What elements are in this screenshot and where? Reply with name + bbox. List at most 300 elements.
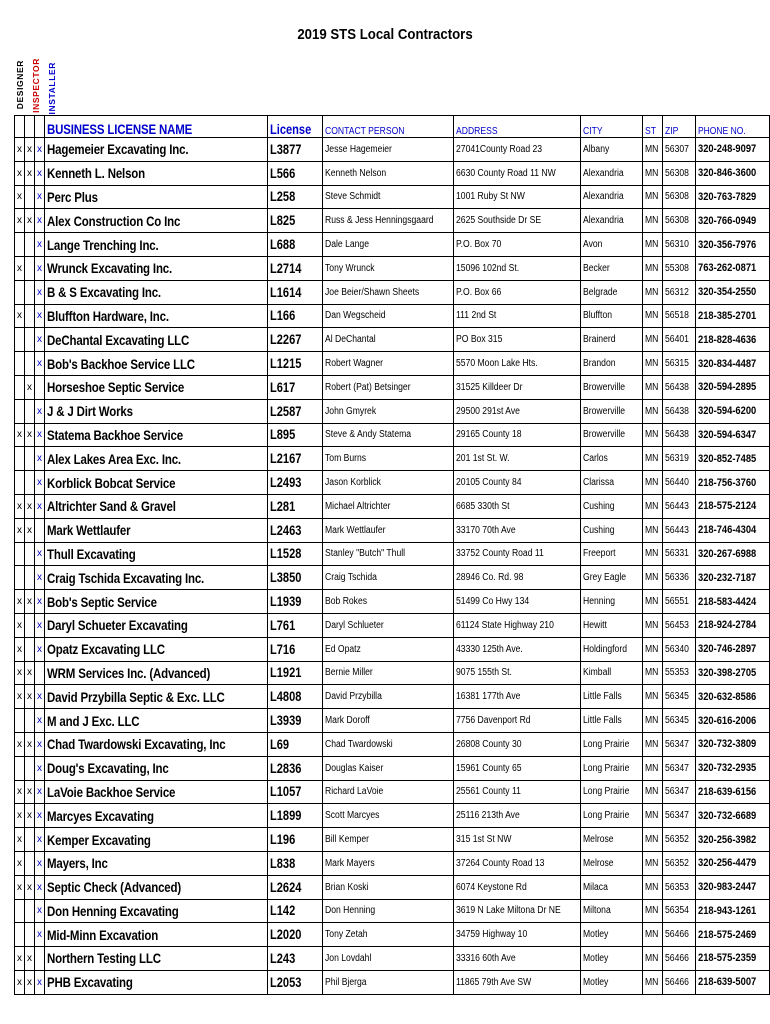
col-header-st: ST [642, 116, 663, 138]
installer-mark [34, 518, 44, 542]
city: Motley [580, 923, 642, 947]
installer-mark: x [34, 923, 44, 947]
zip-code: 56345 [663, 685, 696, 709]
address: 6630 County Road 11 NW [454, 161, 581, 185]
table-row [15, 923, 770, 947]
designer-mark [15, 280, 25, 304]
inspector-mark: x [24, 875, 34, 899]
phone-number: 320-356-7976 [696, 233, 770, 257]
designer-mark [15, 542, 25, 566]
inspector-mark: x [24, 732, 34, 756]
business-name: PHB Excavating [44, 970, 267, 994]
city: Browerville [580, 375, 642, 399]
address: 201 1st St. W. [454, 447, 581, 471]
state: MN [642, 328, 663, 352]
installer-mark: x [34, 804, 44, 828]
installer-mark [34, 375, 44, 399]
phone-number: 320-256-3982 [696, 828, 770, 852]
zip-code: 56310 [663, 233, 696, 257]
license-number: L688 [267, 233, 322, 257]
business-name: Chad Twardowski Excavating, Inc [44, 732, 267, 756]
installer-mark: x [34, 899, 44, 923]
phone-number: 320-983-2447 [696, 875, 770, 899]
address: 33170 70th Ave [454, 518, 581, 542]
table-row [15, 756, 770, 780]
license-number: L281 [267, 494, 322, 518]
inspector-mark [24, 352, 34, 376]
phone-number: 218-756-3760 [696, 471, 770, 495]
business-name: Marcyes Excavating [44, 804, 267, 828]
license-number: L2493 [267, 471, 322, 495]
business-name: Bluffton Hardware, Inc. [44, 304, 267, 328]
installer-mark: x [34, 447, 44, 471]
phone-number: 320-852-7485 [696, 447, 770, 471]
state: MN [642, 709, 663, 733]
designer-mark: x [15, 423, 25, 447]
contact-person: Al DeChantal [322, 328, 453, 352]
zip-code: 56453 [663, 613, 696, 637]
phone-number: 218-575-2469 [696, 923, 770, 947]
designer-mark: x [15, 804, 25, 828]
city: Browerville [580, 399, 642, 423]
contact-person: Scott Marcyes [322, 804, 453, 828]
inspector-column-header: INSPECTOR [31, 58, 41, 113]
contact-person: Daryl Schlueter [322, 613, 453, 637]
designer-mark [15, 233, 25, 257]
contact-person: David Przybilla [322, 685, 453, 709]
installer-mark: x [34, 209, 44, 233]
installer-column-header: INSTALLER [47, 62, 57, 115]
license-number: L838 [267, 851, 322, 875]
contact-person: Don Henning [322, 899, 453, 923]
license-number: L1528 [267, 542, 322, 566]
state: MN [642, 661, 663, 685]
license-number: L1899 [267, 804, 322, 828]
state: MN [642, 899, 663, 923]
col-header-phone: PHONE NO. [696, 116, 770, 138]
zip-code: 56319 [663, 447, 696, 471]
phone-number: 320-398-2705 [696, 661, 770, 685]
inspector-mark [24, 185, 34, 209]
contact-person: Steve Schmidt [322, 185, 453, 209]
installer-mark: x [34, 494, 44, 518]
contact-person: Bernie Miller [322, 661, 453, 685]
business-name: Alex Lakes Area Exc. Inc. [44, 447, 267, 471]
business-name: Daryl Schueter Excavating [44, 613, 267, 637]
designer-mark: x [15, 161, 25, 185]
business-name: Bob's Septic Service [44, 590, 267, 614]
installer-mark: x [34, 970, 44, 994]
phone-number: 320-248-9097 [696, 138, 770, 162]
city: Motley [580, 947, 642, 971]
designer-mark: x [15, 209, 25, 233]
city: Freeport [580, 542, 642, 566]
table-row [15, 209, 770, 233]
phone-number: 320-632-8586 [696, 685, 770, 709]
license-number: L2167 [267, 447, 322, 471]
col-header-license: License [267, 116, 322, 138]
business-name: Bob's Backhoe Service LLC [44, 352, 267, 376]
city: Alexandria [580, 185, 642, 209]
business-name: Horseshoe Septic Service [44, 375, 267, 399]
state: MN [642, 804, 663, 828]
state: MN [642, 138, 663, 162]
state: MN [642, 566, 663, 590]
zip-code: 56352 [663, 828, 696, 852]
address: 3619 N Lake Miltona Dr NE [454, 899, 581, 923]
license-number: L2020 [267, 923, 322, 947]
state: MN [642, 970, 663, 994]
designer-mark: x [15, 494, 25, 518]
zip-code: 56401 [663, 328, 696, 352]
table-row [15, 590, 770, 614]
address: 9075 155th St. [454, 661, 581, 685]
business-name: Wrunck Excavating Inc. [44, 256, 267, 280]
state: MN [642, 732, 663, 756]
business-name: Thull Excavating [44, 542, 267, 566]
designer-mark [15, 709, 25, 733]
installer-mark: x [34, 233, 44, 257]
table-row [15, 185, 770, 209]
inspector-mark: x [24, 947, 34, 971]
license-number: L166 [267, 304, 322, 328]
phone-number: 320-616-2006 [696, 709, 770, 733]
business-name: LaVoie Backhoe Service [44, 780, 267, 804]
business-name: Alex Construction Co Inc [44, 209, 267, 233]
business-name: Kemper Excavating [44, 828, 267, 852]
address: 15096 102nd St. [454, 256, 581, 280]
table-row [15, 947, 770, 971]
state: MN [642, 923, 663, 947]
zip-code: 56354 [663, 899, 696, 923]
inspector-col-header [24, 116, 34, 138]
business-name: Statema Backhoe Service [44, 423, 267, 447]
business-name: B & S Excavating Inc. [44, 280, 267, 304]
table-row [15, 447, 770, 471]
state: MN [642, 518, 663, 542]
phone-number: 320-594-6347 [696, 423, 770, 447]
city: Cushing [580, 494, 642, 518]
contact-person: Joe Beier/Shawn Sheets [322, 280, 453, 304]
address: P.O. Box 66 [454, 280, 581, 304]
address: PO Box 315 [454, 328, 581, 352]
address: 43330 125th Ave. [454, 637, 581, 661]
zip-code: 56308 [663, 185, 696, 209]
license-number: L2714 [267, 256, 322, 280]
inspector-mark: x [24, 518, 34, 542]
table-row [15, 161, 770, 185]
business-name: Northern Testing LLC [44, 947, 267, 971]
inspector-mark [24, 256, 34, 280]
contact-person: Steve & Andy Statema [322, 423, 453, 447]
state: MN [642, 756, 663, 780]
table-row [15, 256, 770, 280]
address: 15961 County 65 [454, 756, 581, 780]
license-number: L1215 [267, 352, 322, 376]
installer-mark: x [34, 851, 44, 875]
inspector-mark [24, 923, 34, 947]
license-number: L2624 [267, 875, 322, 899]
designer-mark [15, 447, 25, 471]
table-row [15, 494, 770, 518]
col-header-address: ADDRESS [454, 116, 581, 138]
designer-mark: x [15, 875, 25, 899]
address: P.O. Box 70 [454, 233, 581, 257]
business-name: Altrichter Sand & Gravel [44, 494, 267, 518]
table-row [15, 828, 770, 852]
designer-mark [15, 375, 25, 399]
installer-mark: x [34, 161, 44, 185]
phone-number: 320-746-2897 [696, 637, 770, 661]
address: 6685 330th St [454, 494, 581, 518]
contact-person: Jason Korblick [322, 471, 453, 495]
contact-person: Phil Bjerga [322, 970, 453, 994]
phone-number: 320-732-6689 [696, 804, 770, 828]
installer-mark: x [34, 542, 44, 566]
address: 1001 Ruby St NW [454, 185, 581, 209]
contact-person: Stanley "Butch" Thull [322, 542, 453, 566]
city: Long Prairie [580, 732, 642, 756]
state: MN [642, 542, 663, 566]
designer-mark: x [15, 256, 25, 280]
license-number: L617 [267, 375, 322, 399]
zip-code: 56353 [663, 875, 696, 899]
city: Hewitt [580, 613, 642, 637]
designer-mark: x [15, 851, 25, 875]
address: 25561 County 11 [454, 780, 581, 804]
col-header-contact: CONTACT PERSON [322, 116, 453, 138]
city: Carlos [580, 447, 642, 471]
address: 26808 County 30 [454, 732, 581, 756]
contact-person: Mark Wettlaufer [322, 518, 453, 542]
installer-mark: x [34, 423, 44, 447]
license-number: L2463 [267, 518, 322, 542]
phone-number: 763-262-0871 [696, 256, 770, 280]
zip-code: 56345 [663, 709, 696, 733]
contact-person: Russ & Jess Henningsgaard [322, 209, 453, 233]
zip-code: 56347 [663, 732, 696, 756]
installer-mark: x [34, 590, 44, 614]
phone-number: 320-766-0949 [696, 209, 770, 233]
license-number: L3850 [267, 566, 322, 590]
zip-code: 55353 [663, 661, 696, 685]
installer-mark [34, 661, 44, 685]
contact-person: Robert (Pat) Betsinger [322, 375, 453, 399]
contact-person: Bob Rokes [322, 590, 453, 614]
installer-mark [34, 947, 44, 971]
designer-mark: x [15, 138, 25, 162]
city: Belgrade [580, 280, 642, 304]
installer-mark: x [34, 185, 44, 209]
zip-code: 56307 [663, 138, 696, 162]
designer-mark: x [15, 970, 25, 994]
designer-mark: x [15, 685, 25, 709]
business-name: Septic Check (Advanced) [44, 875, 267, 899]
business-name: Mark Wettlaufer [44, 518, 267, 542]
inspector-mark: x [24, 804, 34, 828]
state: MN [642, 161, 663, 185]
contact-person: Bill Kemper [322, 828, 453, 852]
contact-person: Michael Altrichter [322, 494, 453, 518]
address: 7756 Davenport Rd [454, 709, 581, 733]
zip-code: 56466 [663, 923, 696, 947]
contact-person: Jon Lovdahl [322, 947, 453, 971]
designer-mark [15, 328, 25, 352]
state: MN [642, 637, 663, 661]
license-number: L761 [267, 613, 322, 637]
inspector-mark: x [24, 375, 34, 399]
table-row [15, 399, 770, 423]
state: MN [642, 828, 663, 852]
table-row [15, 780, 770, 804]
city: Brandon [580, 352, 642, 376]
address: 111 2nd St [454, 304, 581, 328]
zip-code: 56347 [663, 756, 696, 780]
installer-mark: x [34, 399, 44, 423]
table-row [15, 304, 770, 328]
city: Albany [580, 138, 642, 162]
address: 25116 213th Ave [454, 804, 581, 828]
address: 61124 State Highway 210 [454, 613, 581, 637]
designer-mark: x [15, 185, 25, 209]
contact-person: Brian Koski [322, 875, 453, 899]
address: 16381 177th Ave [454, 685, 581, 709]
table-row [15, 138, 770, 162]
inspector-mark [24, 756, 34, 780]
designer-mark: x [15, 780, 25, 804]
inspector-mark [24, 613, 34, 637]
designer-mark: x [15, 590, 25, 614]
license-number: L1057 [267, 780, 322, 804]
zip-code: 56340 [663, 637, 696, 661]
installer-mark: x [34, 780, 44, 804]
state: MN [642, 947, 663, 971]
city: Milaca [580, 875, 642, 899]
license-number: L243 [267, 947, 322, 971]
state: MN [642, 352, 663, 376]
business-name: Lange Trenching Inc. [44, 233, 267, 257]
license-number: L4808 [267, 685, 322, 709]
contact-person: Douglas Kaiser [322, 756, 453, 780]
license-number: L1921 [267, 661, 322, 685]
contact-person: Mark Mayers [322, 851, 453, 875]
license-number: L2587 [267, 399, 322, 423]
address: 27041County Road 23 [454, 138, 581, 162]
address: 6074 Keystone Rd [454, 875, 581, 899]
license-number: L196 [267, 828, 322, 852]
business-name: Don Henning Excavating [44, 899, 267, 923]
license-number: L258 [267, 185, 322, 209]
address: 33316 60th Ave [454, 947, 581, 971]
business-name: Doug's Excavating, Inc [44, 756, 267, 780]
inspector-mark [24, 447, 34, 471]
col-header-city: CITY [580, 116, 642, 138]
business-name: Mayers, Inc [44, 851, 267, 875]
table-row [15, 233, 770, 257]
city: Little Falls [580, 685, 642, 709]
state: MN [642, 256, 663, 280]
contact-person: Kenneth Nelson [322, 161, 453, 185]
phone-number: 218-639-5007 [696, 970, 770, 994]
table-row [15, 637, 770, 661]
state: MN [642, 471, 663, 495]
contact-person: Tony Zetah [322, 923, 453, 947]
business-name: J & J Dirt Works [44, 399, 267, 423]
city: Long Prairie [580, 756, 642, 780]
phone-number: 320-834-4487 [696, 352, 770, 376]
business-name: Mid-Minn Excavation [44, 923, 267, 947]
inspector-mark [24, 637, 34, 661]
address: 315 1st St NW [454, 828, 581, 852]
designer-mark [15, 566, 25, 590]
installer-mark: x [34, 637, 44, 661]
inspector-mark: x [24, 590, 34, 614]
license-number: L825 [267, 209, 322, 233]
zip-code: 56308 [663, 161, 696, 185]
designer-mark: x [15, 304, 25, 328]
contact-person: Tony Wrunck [322, 256, 453, 280]
state: MN [642, 613, 663, 637]
city: Long Prairie [580, 804, 642, 828]
zip-code: 56438 [663, 375, 696, 399]
designer-mark: x [15, 947, 25, 971]
contact-person: Dale Lange [322, 233, 453, 257]
table-row [15, 328, 770, 352]
address: 33752 County Road 11 [454, 542, 581, 566]
state: MN [642, 494, 663, 518]
inspector-mark [24, 471, 34, 495]
phone-number: 218-583-4424 [696, 590, 770, 614]
contact-person: Richard LaVoie [322, 780, 453, 804]
city: Miltona [580, 899, 642, 923]
installer-mark: x [34, 613, 44, 637]
designer-mark [15, 352, 25, 376]
phone-number: 218-385-2701 [696, 304, 770, 328]
state: MN [642, 185, 663, 209]
city: Kimball [580, 661, 642, 685]
col-header-name: BUSINESS LICENSE NAME [44, 116, 267, 138]
designer-mark [15, 399, 25, 423]
phone-number: 320-732-3809 [696, 732, 770, 756]
business-name: DeChantal Excavating LLC [44, 328, 267, 352]
inspector-mark: x [24, 423, 34, 447]
phone-number: 218-828-4636 [696, 328, 770, 352]
zip-code: 56551 [663, 590, 696, 614]
license-number: L2836 [267, 756, 322, 780]
table-header-row [15, 116, 770, 138]
address: 11865 79th Ave SW [454, 970, 581, 994]
license-number: L3939 [267, 709, 322, 733]
license-number: L3877 [267, 138, 322, 162]
phone-number: 320-594-6200 [696, 399, 770, 423]
table-row [15, 613, 770, 637]
table-row [15, 542, 770, 566]
phone-number: 320-267-6988 [696, 542, 770, 566]
address: 29500 291st Ave [454, 399, 581, 423]
city: Melrose [580, 851, 642, 875]
business-name: Korblick Bobcat Service [44, 471, 267, 495]
city: Grey Eagle [580, 566, 642, 590]
zip-code: 56438 [663, 423, 696, 447]
license-number: L2053 [267, 970, 322, 994]
table-row [15, 851, 770, 875]
designer-mark: x [15, 828, 25, 852]
license-number: L142 [267, 899, 322, 923]
city: Cushing [580, 518, 642, 542]
table-row [15, 518, 770, 542]
inspector-mark [24, 899, 34, 923]
zip-code: 56466 [663, 947, 696, 971]
